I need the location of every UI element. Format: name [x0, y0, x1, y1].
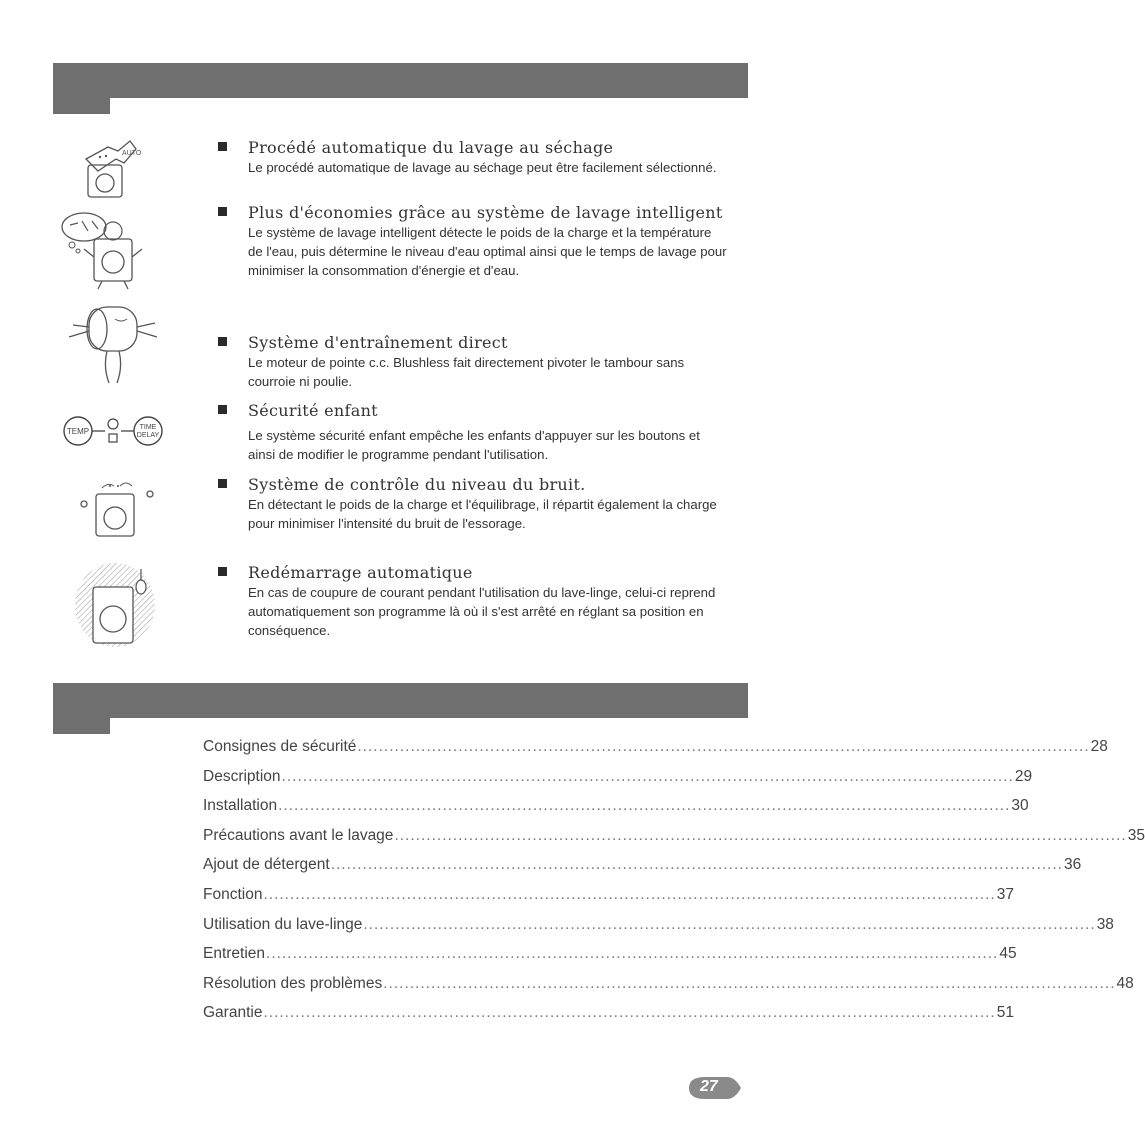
feature-item-auto-restart	[218, 562, 728, 640]
feature-description: Le système sécurité enfant empêche les enfants d'appuyer sur les boutons et ainsi de modifier le programme pendant l'utilisation.	[248, 428, 700, 462]
toc-entry[interactable]	[203, 974, 1134, 1005]
toc-entry[interactable]	[203, 885, 1014, 916]
toc-page: 28	[1090, 738, 1108, 755]
toc-label: Résolution des problèmes	[203, 974, 383, 992]
toc-label: Ajout de détergent	[203, 856, 330, 874]
feature-title: Redémarrage automatique	[248, 563, 473, 582]
feature-description: En cas de coupure de courant pendant l'utilisation du lave-linge, celui-ci reprend automatiquement son programme là où il s'est arrêté en réglant sa position en conséquence.	[248, 585, 716, 638]
feature-item-noise-control	[218, 474, 728, 533]
toc-leader: ..........................................................................................................................................	[383, 974, 1116, 992]
toc-page: 30	[1011, 797, 1029, 815]
toc-leader: ..........................................................................................................................................	[394, 826, 1127, 844]
feature-title: Système d'entraînement direct	[248, 333, 508, 352]
bullet-icon	[218, 567, 227, 576]
page-number: 27	[700, 1078, 718, 1095]
bullet-icon	[218, 142, 227, 151]
features-header-tab	[53, 98, 110, 114]
toc-leader: ..........................................................................................................................................	[263, 885, 996, 903]
toc-page: 38	[1096, 915, 1114, 933]
feature-title: Système de contrôle du niveau du bruit.	[248, 475, 586, 494]
auto-restart-icon	[73, 561, 159, 653]
toc-label: Consignes de sécurité	[203, 738, 357, 755]
toc-entry[interactable]	[203, 738, 1108, 768]
toc-entry[interactable]	[203, 826, 1145, 857]
toc-entry[interactable]	[203, 797, 1029, 827]
toc-header-tab	[53, 718, 110, 734]
delay-label: DELAY	[136, 432, 160, 439]
svg-text:AUTO: AUTO	[122, 150, 142, 157]
toc-label: Précautions avant le lavage	[203, 826, 394, 844]
table-of-contents	[203, 738, 1145, 1034]
toc-leader: ..........................................................................................................................................	[266, 945, 999, 963]
automatic-wash-dry-icon	[78, 137, 140, 201]
bullet-icon	[218, 405, 227, 414]
bullet-icon	[218, 479, 227, 488]
intelligent-wash-icon	[58, 209, 150, 291]
toc-leader: ..........................................................................................................................................	[363, 915, 1096, 933]
page-number-badge	[683, 1075, 743, 1101]
toc-label: Garantie	[203, 1004, 263, 1022]
noise-control-icon	[78, 478, 158, 540]
toc-page: 51	[996, 1004, 1014, 1022]
feature-item-direct-drive	[218, 332, 728, 391]
toc-leader: ..........................................................................................................................................	[263, 1004, 996, 1022]
feature-title: Plus d'économies grâce au système de lavage intelligent	[248, 203, 723, 222]
child-lock-icon	[63, 410, 163, 452]
feature-item-child-lock	[218, 400, 728, 464]
toc-page: 37	[996, 885, 1014, 903]
toc-page: 29	[1014, 767, 1033, 785]
toc-label: Entretien	[203, 945, 266, 963]
toc-label: Fonction	[203, 885, 263, 903]
toc-entry[interactable]	[203, 856, 1082, 886]
toc-label: Utilisation du lave-linge	[203, 915, 363, 933]
toc-entry[interactable]	[203, 767, 1033, 798]
toc-leader: ..........................................................................................................................................	[357, 738, 1090, 755]
toc-entry[interactable]	[203, 915, 1114, 946]
feature-description: Le système de lavage intelligent détecte le poids de la charge et la température de l'eau, puis détermine le niveau d'eau optimal ainsi que le temps de lavage pour minimiser la consommation d'énergie et d'eau.	[248, 225, 727, 278]
toc-leader: ..........................................................................................................................................	[278, 797, 1011, 815]
toc-page: 36	[1063, 856, 1082, 874]
toc-label: Installation	[203, 797, 278, 815]
direct-drive-icon	[63, 297, 163, 387]
toc-page: 48	[1116, 974, 1134, 992]
temp-label: TEMP	[66, 427, 90, 436]
feature-description: Le moteur de pointe c.c. Blushless fait directement pivoter le tambour sans courroie ni poulie.	[248, 355, 685, 389]
feature-item-intelligent	[218, 202, 728, 280]
bullet-icon	[218, 207, 227, 216]
toc-entry[interactable]	[203, 945, 1017, 975]
toc-entry[interactable]	[203, 1004, 1014, 1034]
feature-item-automatic	[218, 137, 728, 177]
features-header-bar	[53, 63, 748, 98]
toc-leader: ..........................................................................................................................................	[330, 856, 1063, 874]
feature-title: Sécurité enfant	[248, 401, 378, 420]
feature-description: En détectant le poids de la charge et l'équilibrage, il répartit également la charge pour minimiser l'intensité du bruit de l'essorage.	[248, 497, 717, 531]
toc-page: 35	[1127, 826, 1145, 844]
toc-label: Description	[203, 767, 281, 785]
feature-description: Le procédé automatique de lavage au séchage peut être facilement sélectionné.	[248, 160, 717, 175]
toc-leader: ..........................................................................................................................................	[281, 767, 1014, 785]
feature-title: Procédé automatique du lavage au séchage	[248, 138, 614, 157]
toc-page: 45	[999, 945, 1017, 963]
bullet-icon	[218, 337, 227, 346]
time-label: TIME	[139, 424, 157, 431]
toc-header-bar	[53, 683, 748, 718]
